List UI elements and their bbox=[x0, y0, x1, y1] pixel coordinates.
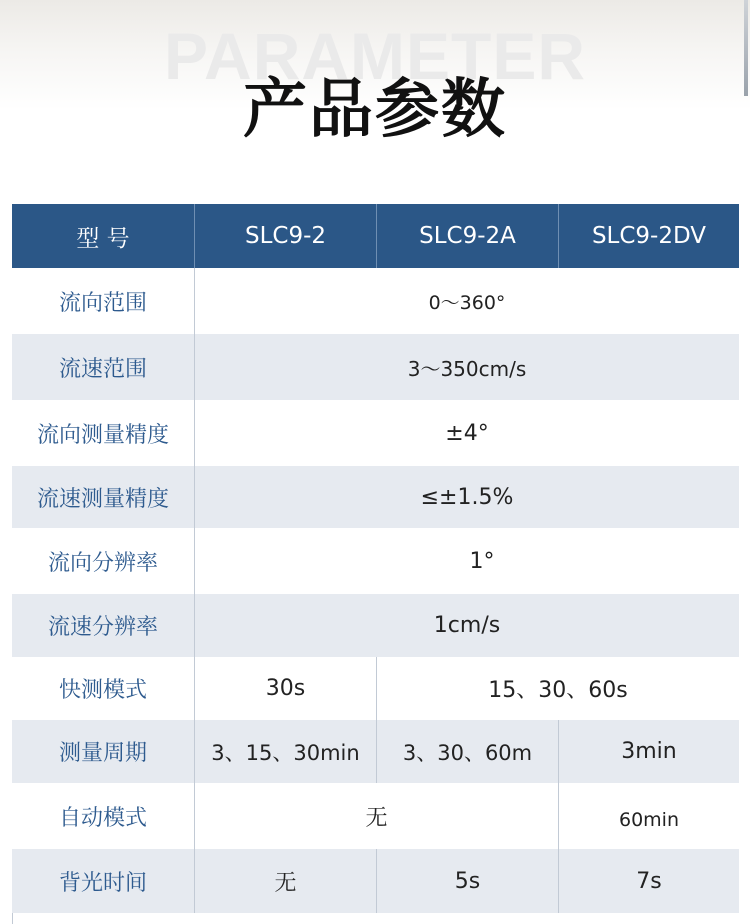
row-label: 流向范围 bbox=[58, 290, 147, 316]
table-row bbox=[12, 528, 739, 594]
row-value: 3〜350cm/s bbox=[194, 334, 739, 400]
row-value: ≤±1.5% bbox=[194, 466, 739, 528]
table-row bbox=[12, 720, 739, 783]
table-row bbox=[12, 594, 739, 657]
row-value: 1° bbox=[194, 528, 739, 594]
row-value: 无 bbox=[194, 783, 558, 849]
table-row bbox=[12, 334, 739, 400]
page-title: 产品参数 bbox=[243, 73, 507, 147]
row-value: 3、15、30min bbox=[194, 720, 376, 783]
table-row bbox=[12, 268, 739, 334]
row-value: 15、30、60s bbox=[376, 657, 739, 720]
table-row bbox=[12, 783, 739, 849]
parameter-table bbox=[12, 204, 739, 924]
row-label: 流速分辨率 bbox=[47, 615, 158, 640]
table-row bbox=[12, 849, 739, 913]
row-value: ±4° bbox=[194, 400, 739, 466]
table-row bbox=[12, 657, 739, 720]
row-label: 流向分辨率 bbox=[47, 550, 158, 576]
row-label: 背光时间 bbox=[58, 870, 147, 896]
row-value: 7s bbox=[558, 849, 739, 913]
header-slc9-2: SLC9-2 bbox=[194, 204, 376, 268]
row-value: 1cm/s bbox=[194, 594, 739, 657]
header-model-label: 型 号 bbox=[76, 225, 130, 252]
row-label: 快测模式 bbox=[58, 678, 147, 703]
row-value: 3min bbox=[558, 720, 739, 783]
row-label: 流速范围 bbox=[58, 356, 147, 382]
row-label: 自动模式 bbox=[58, 805, 147, 831]
row-value: 0〜360° bbox=[194, 268, 739, 334]
row-label: 流速测量精度 bbox=[36, 486, 169, 512]
watermark-text: PARAMETER bbox=[163, 19, 587, 93]
header-slc9-2a: SLC9-2A bbox=[376, 204, 558, 268]
header-slc9-2dv: SLC9-2DV bbox=[558, 204, 739, 268]
row-value: 无 bbox=[194, 849, 376, 913]
row-value: 30s bbox=[194, 657, 376, 720]
table-row bbox=[12, 466, 739, 528]
row-label: 测量周期 bbox=[58, 741, 147, 766]
row-value: 60min bbox=[558, 783, 739, 849]
row-value: 3、30、60m bbox=[376, 720, 558, 783]
row-value: 5s bbox=[376, 849, 558, 913]
row-label: 流向测量精度 bbox=[36, 422, 169, 448]
table-row bbox=[12, 400, 739, 466]
table-header-row bbox=[12, 204, 739, 268]
